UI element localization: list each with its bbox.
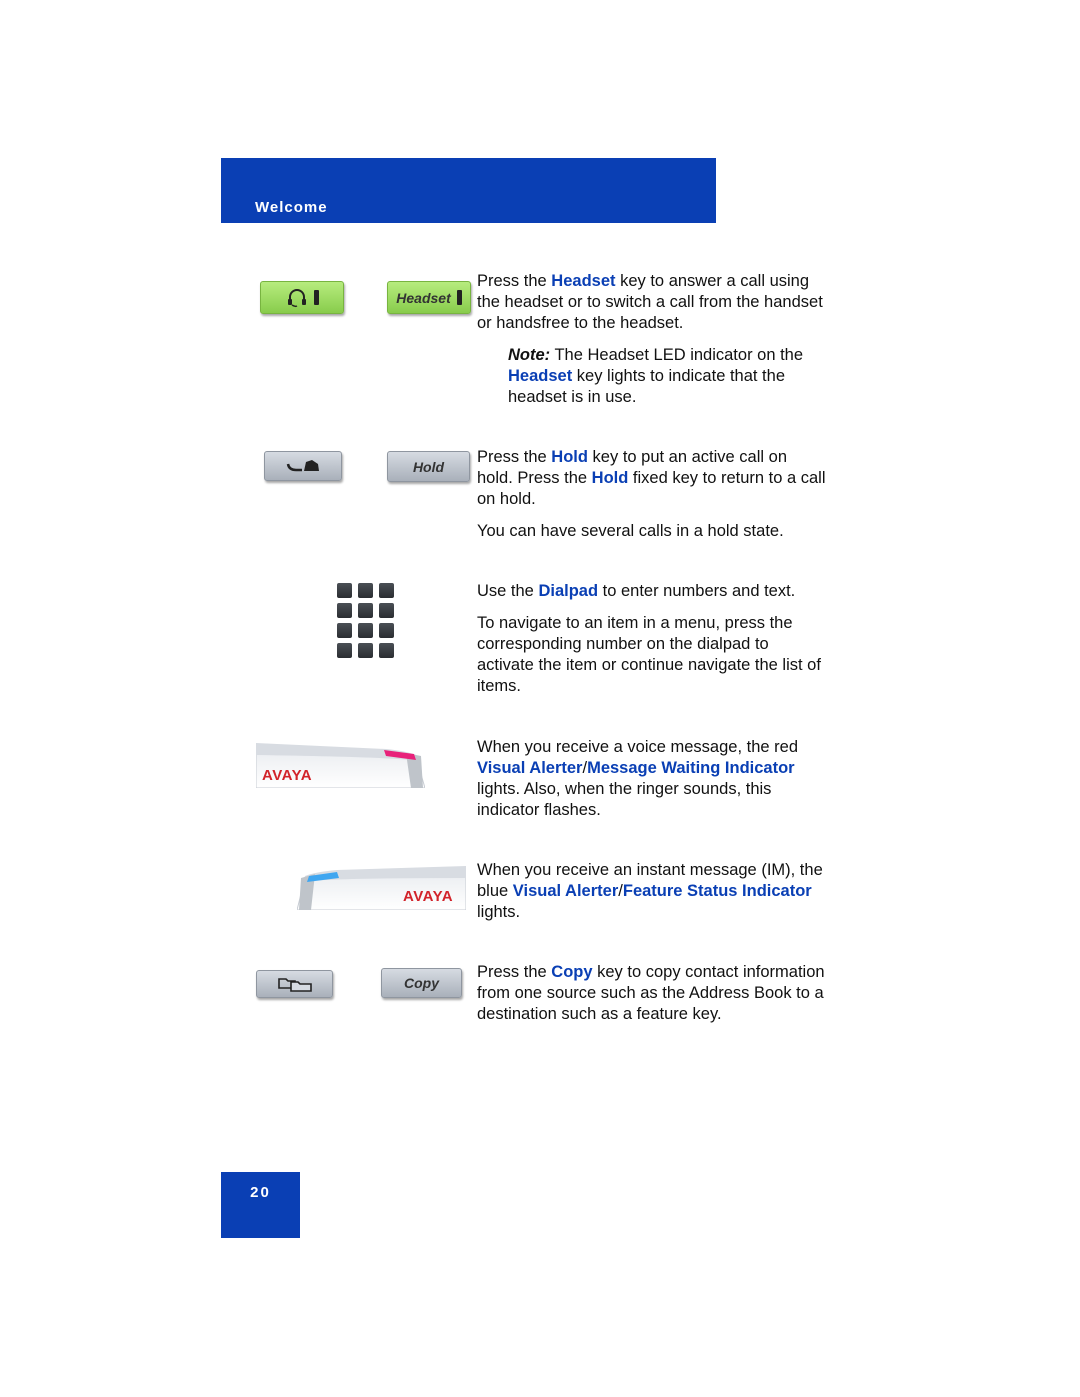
copy-fixed-key-image: [381, 968, 462, 998]
text: Use the: [477, 582, 539, 600]
hold-state-paragraph: You can have several calls in a hold state.: [477, 522, 784, 540]
keyword-feature-status-indicator: Feature Status Indicator: [622, 882, 812, 900]
headset-icon: [261, 282, 343, 313]
text: /: [582, 759, 588, 777]
dialpad-key: [337, 603, 352, 618]
instant-message-paragraph: [477, 860, 827, 923]
text: The Headset LED indicator on the: [550, 346, 804, 364]
copy-paragraph: [477, 962, 827, 1025]
headset-softkey-image: [260, 281, 344, 314]
dialpad-navigation-paragraph: To navigate to an item in a menu, press the corresponding number on the dialpad to activate the item or continue navigate the list of items.: [477, 614, 821, 695]
hold-handset-icon: [265, 452, 341, 480]
text: lights. Also, when the ringer sounds, this indicator flashes.: [477, 780, 772, 819]
dialpad-key: [337, 623, 352, 638]
led-indicator-icon: [314, 290, 319, 305]
dialpad-key: [358, 623, 373, 638]
headset-note: [508, 345, 828, 408]
dialpad-key: [379, 623, 394, 638]
keyword-headset: Headset: [508, 367, 573, 385]
dialpad-key: [379, 643, 394, 658]
page-number: 20: [250, 1184, 271, 1201]
text: Press the: [477, 448, 552, 466]
text: Press the: [477, 272, 552, 290]
blue-alerter-phone-image: [297, 866, 466, 910]
keyword-visual-alerter: Visual Alerter: [477, 759, 583, 777]
dialpad-key: [337, 643, 352, 658]
keyword-hold: Hold: [551, 448, 588, 466]
hold-fixed-key-image: [387, 451, 470, 482]
page-number-box: [221, 1172, 300, 1238]
text: When you receive an instant message (IM), the blue: [477, 861, 823, 900]
hold-softkey-image: [264, 451, 342, 481]
text: /: [618, 882, 623, 900]
dialpad-paragraph: [477, 581, 827, 602]
avaya-logo-text: AVAYA: [403, 888, 454, 905]
dialpad-key: [379, 603, 394, 618]
headset-paragraph: [477, 271, 827, 334]
keyword-visual-alerter: Visual Alerter: [512, 882, 619, 900]
section-header: [221, 158, 716, 223]
keyword-dialpad: Dialpad: [538, 582, 599, 600]
red-alerter-phone-image: [256, 743, 425, 788]
text: to enter numbers and text.: [598, 582, 796, 600]
copy-softkey-image: [256, 970, 333, 998]
text: key to copy contact information from one source such as the Address Book to a destination such as a feature key.: [477, 963, 825, 1023]
text: Press the: [477, 963, 552, 981]
avaya-logo-text: AVAYA: [262, 767, 313, 784]
dialpad-key: [358, 603, 373, 618]
voice-message-paragraph: [477, 737, 827, 821]
keyword-copy: Copy: [551, 963, 593, 981]
led-indicator-icon: [457, 290, 462, 305]
text: key to answer a call using the headset or to switch a call from the handset or handsfree to the headset.: [477, 272, 823, 332]
dialpad-key: [358, 583, 373, 598]
hold-paragraph: [477, 447, 827, 510]
dialpad-key: [337, 583, 352, 598]
keyword-message-waiting-indicator: Message Waiting Indicator: [587, 759, 795, 777]
text: key to put an active call on hold. Press the: [477, 448, 787, 487]
dialpad-key: [358, 643, 373, 658]
headset-fixed-key-image: [387, 281, 471, 314]
text: key lights to indicate that the headset is in use.: [508, 367, 785, 406]
hold-key-label: Hold: [412, 458, 445, 475]
text: fixed key to return to a call on hold.: [477, 469, 826, 508]
text: lights.: [477, 903, 521, 921]
headset-key-label: Headset: [396, 289, 451, 306]
keyword-hold: Hold: [591, 469, 629, 487]
dialpad-key: [379, 583, 394, 598]
note-label: Note:: [508, 346, 551, 364]
text: When you receive a voice message, the red: [477, 738, 799, 756]
section-title: Welcome: [255, 199, 328, 216]
copy-folder-icon: [257, 971, 332, 997]
keyword-headset: Headset: [551, 272, 616, 290]
copy-key-label: Copy: [404, 975, 439, 991]
